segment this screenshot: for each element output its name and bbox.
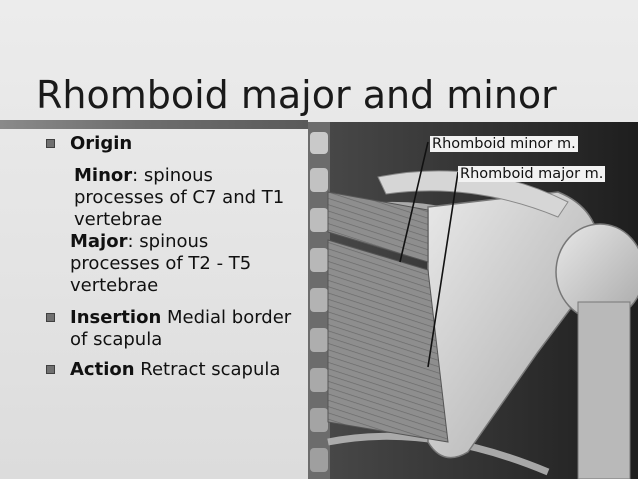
bullet-origin — [46, 133, 302, 297]
action-text: Retract scapula — [134, 359, 281, 380]
origin-minor — [70, 165, 302, 231]
action-term: Action — [70, 359, 135, 380]
insertion-term: Insertion — [70, 307, 162, 328]
bullet-list — [46, 133, 302, 389]
bullet-insertion — [46, 307, 302, 351]
square-bullet-icon — [46, 313, 55, 322]
rhomboid-anatomy-illustration — [308, 122, 638, 479]
square-bullet-icon — [46, 139, 55, 148]
origin-minor-label: Minor — [74, 165, 133, 186]
label-rhomboid-minor: Rhomboid minor m. — [432, 136, 576, 152]
origin-major-label: Major — [70, 231, 128, 252]
title-rule — [0, 120, 308, 129]
origin-minor-text: : spinous processes of C7 and T1 vertebrae — [74, 165, 285, 230]
origin-term: Origin — [70, 133, 133, 154]
square-bullet-icon — [46, 365, 55, 374]
insertion-text: Medial border of scapula — [70, 307, 292, 350]
humerus-shaft — [578, 302, 630, 479]
label-rhomboid-major: Rhomboid major m. — [460, 166, 604, 182]
bullet-action — [46, 359, 302, 381]
slide-title: Rhomboid major and minor — [36, 73, 557, 117]
origin-major — [70, 231, 302, 297]
vertebral-column — [308, 122, 330, 479]
origin-major-text: : spinous processes of T2 - T5 vertebrae — [70, 231, 252, 296]
